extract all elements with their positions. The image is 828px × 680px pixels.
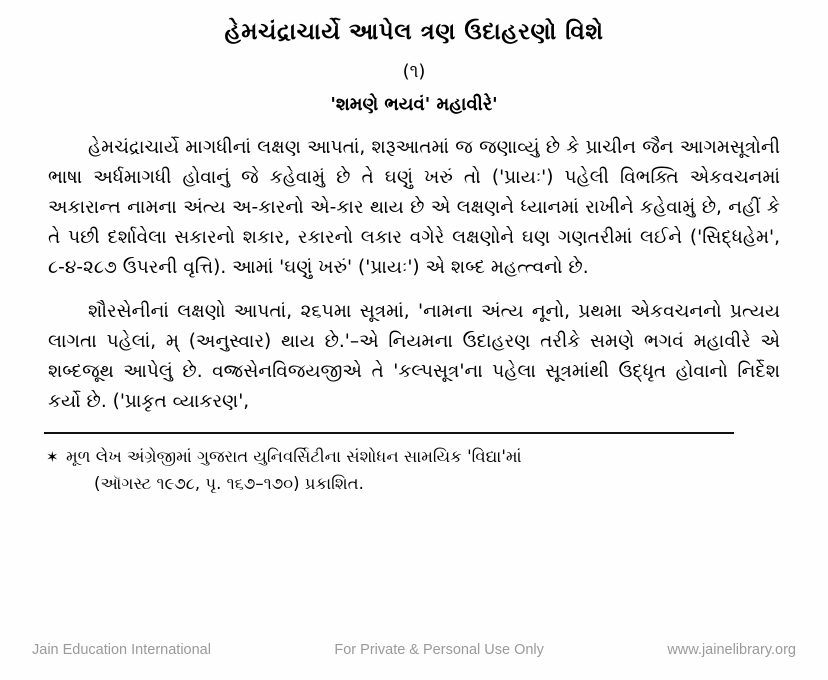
paragraph-2: શૌરસેનીનાં લક્ષણો આપતાં, ૨૬૫મા સૂત્રમાં, 'નામના અંત્ય નૂનો, પ્રથમા એકવચનનો પ્રત્યય લાગતા પહેલાં, મ્ (અનુસ્વાર) થાય છે.'–એ નિયમના ઉદાહરણ તરીકે સમણે ભગવં મહાવીરે એ શબ્દજૂથ આપેલું છે. વજ્રસેનવિજયજીએ તે 'કલ્પસૂત્ર'ના પહેલા સૂત્રમાંથી ઉદ્ધૃત હોવાનો નિર્દેશ કર્યો છે. ('પ્રાકૃત વ્યાકરણ', [48, 300, 780, 412]
page-title: હેમચંદ્રાચાર્યે આપેલ ત્રણ ઉદાહરણો વિશે [224, 19, 604, 45]
footer-right-link[interactable]: www.jainelibrary.org [667, 642, 796, 658]
section-number: (૧) [402, 60, 426, 82]
footer-left-text: Jain Education International [32, 642, 211, 658]
footer-center-text: For Private & Personal Use Only [334, 642, 544, 658]
body-text [40, 133, 788, 417]
footnote-marker-icon: ✶ [46, 448, 59, 467]
footnote-line-2: (ઑગસ્ટ ૧૯૭૮, પૃ. ૧૬૭–૧૭૦) પ્રકાશિત. [94, 473, 364, 493]
section-subtitle: 'શમણે ભયવં' મહાવીરે' [330, 93, 498, 115]
footnote-line-1: મૂળ લેખ અંગ્રેજીમાં ગુજરાત યુનિવર્સિટીના સંશોધન સામયિક 'વિદ્યા'માં [66, 447, 522, 467]
paragraph-1: હેમચંદ્રાચાર્યે માગધીનાં લક્ષણ આપતાં, શરૂઆતમાં જ જણાવ્યું છે કે પ્રાચીન જૈન આગમસૂત્રોની ભાષા અર્ધમાગધી હોવાનું જે કહેવામું છે તે ઘણું ખરું તો ('પ્રાયઃ') પહેલી વિભક્તિ એકવચનમાં અકારાન્ત નામના અંત્ય અ-કારનો એ-કાર થાય છે એ લક્ષણને ધ્યાનમાં રાખીને કહેવામું છે, નહીં કે તે પછી દર્શાવેલા સકારનો શકાર, રકારનો લકાર વગેરે લક્ષણોને ઘણ ગણતરીમાં લઈને ('સિદ્ધહેમ', ૮-૪-૨૮૭ ઉપરની વૃત્તિ). આમાં 'ઘણું ખરું' ('પ્રાયઃ') એ શબ્દ મહત્ત્વનો છે. [48, 136, 780, 278]
page-footer [0, 642, 828, 658]
footnote-divider [44, 432, 734, 434]
footnote [40, 444, 788, 497]
